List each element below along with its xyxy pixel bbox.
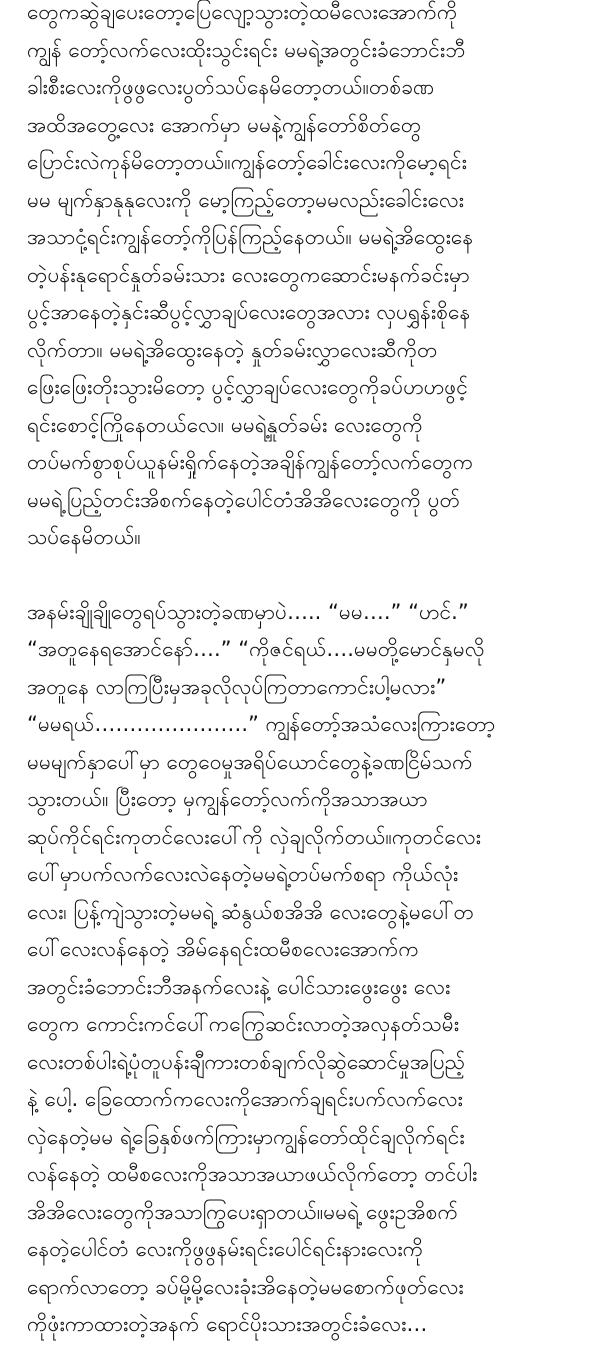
story-paragraph-2: အနမ်းချိုချိုတွေရပ်သွားတဲ့ခဏမှာပဲ….. “မမ….” “ဟင်.” “အတူနေရအောင်နော်….” “ကိုဇင်ရယ်….မမတို့မောင်နှမလို အတူနေ လာကြပြီးမှအခုလိုလုပ်ကြတာကောင်းပါ့မလား” “မမရယ်………………….” ကျွန်တော့်အသံလေးကြားတော့ မမမျက်နှာပေါ်မှာ တွေဝေမှုအရိပ်ယောင်တွေနဲ့ခဏငြိမ်သက် သွားတယ်။ ပြီးတော့ မှကျွန်တော့်လက်ကိုအသာအယာ ဆုပ်ကိုင်ရင်းကုတင်လေးပေါ်ကို လှဲချလိုက်တယ်။ကုတင်လေး ပေါ်မှာပက်လက်လေးလဲနေတဲ့မမရဲ့တပ်မက်စရာ ကိုယ်လုံး လေး၊ ပြန့်ကျဲသွားတဲ့မမရဲ့ ဆံနွယ်စအိအိ လေးတွေနဲ့မပေါ်တ ပေါ်လေးလန်နေတဲ့ အိမ်နေရင်းထမီစလေးအောက်က အတွင်းခံဘောင်းဘီအနက်လေးနဲ့ ပေါင်သားဖွေးဖွေး လေး တွေက ကောင်းကင်ပေါ်ကကြွေဆင်းလာတဲ့အလှနတ်သမီး လေးတစ်ပါးရဲ့ပုံတူပန်းချီကားတစ်ချက်လိုဆွဲဆောင်မှုအပြည့် နဲ့ ပေါ့. ခြေထောက်ကလေးကိုအောက်ချရင်းပက်လက်လေး လှဲနေတဲ့မမ ရဲ့ခြေနှစ်ဖက်ကြားမှာကျွန်တော်ထိုင်ချလိုက်ရင်း လန်နေတဲ့ ထမီစလေးကိုအသာအယာဖယ်လိုက်တော့ တင်ပါး အိအိလေးတွေကိုအသာကြွပေးရှာတယ်။မမရဲ့ ဖွေးဥအိစက် နေတဲ့ပေါင်တံ လေးကိုဖွဖွနမ်းရင်းပေါင်ရင်းနားလေးကို ရောက်လာတော့ ခပ်မို့မို့လေးခုံးအိနေတဲ့မမစောက်ဖုတ်လေး ကိုဖုံးကာထားတဲ့အနက် ရောင်ပိုးသားအတွင်းခံလေး…: [27, 599, 496, 1336]
story-paragraph-1: တွေကဆွဲချပေးတော့ပြေလျော့သွားတဲ့ထမီလေးအောက်ကို ကျွန် တော့်လက်လေးထိုးသွင်းရင်း မမရဲ့အတွင်းခံဘောင်းဘီ ခါးစီးလေးကိုဖွဖွလေးပွတ်သပ်နေမိတော့တယ်။တစ်ခဏ အထိအတွေ့လေး အောက်မှာ မမနဲ့ကျွန်တော်စိတ်တွေ ပြောင်းလဲကုန်မိတော့တယ်။ကျွန်တော့်ခေါင်းလေးကိုမော့ရင်း မမ မျက်နှာနုနုလေးကို မော့ကြည့်တော့မမလည်းခေါင်းလေး အသာငုံ့ရင်းကျွန်တော့်ကိုပြန်ကြည့်နေတယ်။ မမရဲ့အိထွေးနေ တဲ့ပန်းနုရောင်နှုတ်ခမ်းသား လေးတွေကဆောင်းမနက်ခင်းမှာ ပွင့်အာနေတဲ့နှင်းဆီပွင့်လွှာချပ်လေးတွေအလား လှပရွှန်းစိုနေ လိုက်တာ။ မမရဲ့အိထွေးနေတဲ့ နှုတ်ခမ်းလွှာလေးဆီကိုတ ဖြေးဖြေးတိုးသွားမိတော့ ပွင့်လွှာချပ်လေးတွေကိုခပ်ဟဟဖွင့် ရင်းစောင့်ကြိုနေတယ်လေ။ မမရဲ့နှုတ်ခမ်း လေးတွေကို တပ်မက်စွာစုပ်ယူနမ်းရှိုက်နေတဲ့အချိန်ကျွန်တော့်လက်တွေက မမရဲ့ပြည့်တင်းအိစက်နေတဲ့ပေါင်တံအိအိလေးတွေကို ပွတ် သပ်နေမိတယ်။: [27, 0, 474, 549]
